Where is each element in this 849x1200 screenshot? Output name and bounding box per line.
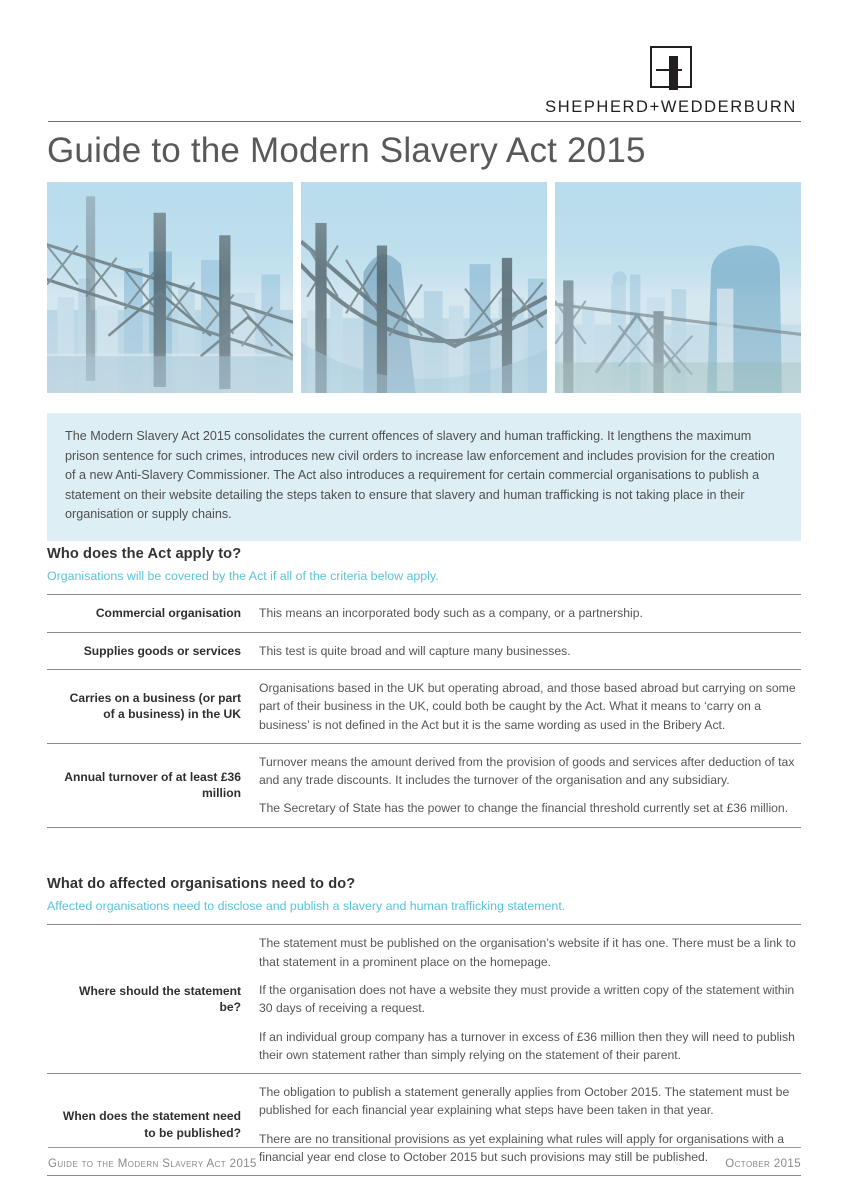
- banner-photo-2: [301, 182, 547, 393]
- page-footer: [48, 1158, 801, 1170]
- header-divider: [48, 121, 801, 122]
- row-paragraph: The obligation to publish a statement generally applies from October 2015. The statement must be published for each financial year explaining what steps have been taken in that year.: [259, 1085, 790, 1118]
- shepherd-wedderburn-mark-icon: [650, 46, 692, 88]
- table-row: [47, 743, 801, 827]
- row-value: [257, 925, 801, 1074]
- row-paragraph: There are no transitional provisions as yet explaining what rules will apply for organisations with a financial year end close to October 2015 but such provisions may still be published.: [259, 1131, 785, 1165]
- section-heading: What do affected organisations need to do?: [47, 876, 356, 892]
- banner-image-strip: [47, 182, 801, 393]
- row-label: Annual turnover of at least £36 million: [64, 769, 241, 801]
- row-label: Where should the statement be?: [79, 983, 241, 1015]
- footer-document-title: Guide to the Modern Slavery Act 2015: [48, 1158, 257, 1170]
- criteria-table: [47, 594, 801, 827]
- row-paragraph: The statement must be published on the organisation’s website if it has one. There must be a link to that statement in a prominent place on the homepage.: [259, 936, 796, 969]
- row-label: Carries on a business (or part of a business) in the UK: [69, 691, 241, 722]
- row-paragraph: Organisations based in the UK but operating abroad, and those based abroad but carrying on some part of their business in the UK, could both be caught by the Act. What it means to ‘carry on a business’ is not defined in the Act but it is the same wording as used in the Bribery Act.: [259, 680, 796, 732]
- row-paragraph: The Secretary of State has the power to change the financial threshold currently set at £36 million.: [259, 801, 789, 816]
- obligations-table: [47, 924, 801, 1176]
- row-label: Commercial organisation: [95, 606, 241, 621]
- table-row: [47, 669, 801, 743]
- row-value: [257, 595, 801, 632]
- intro-summary-box: The Modern Slavery Act 2015 consolidates the current offences of slavery and human trafficking. It lengthens the maximum prison sentence for such crimes, introduces new civil orders to increase law enforcement and includes provision for the creation of a new Anti-Slavery Commissioner. The Act also introduces a requirement for certain commercial organisations to publish a statement on their website detailing the steps taken to ensure that slavery and human trafficking is not taking place in their organisation or supply chains.: [47, 413, 801, 541]
- footer-date: October 2015: [725, 1158, 801, 1170]
- logo-vertical-bar: [669, 56, 678, 90]
- photo-haze-layer: [47, 182, 293, 393]
- photo-haze-layer: [301, 182, 547, 393]
- page-title: Guide to the Modern Slavery Act 2015: [47, 131, 646, 170]
- table-row: [47, 595, 801, 632]
- row-paragraph: This test is quite broad and will capture many businesses.: [259, 643, 571, 658]
- row-label: When does the statement need to be published?: [62, 1109, 241, 1140]
- row-value: [257, 743, 801, 827]
- logo-wordmark: SHEPHERD+WEDDERBURN: [545, 98, 797, 116]
- table-row: [47, 632, 801, 669]
- row-value: [257, 632, 801, 669]
- section-heading: Who does the Act apply to?: [47, 546, 242, 562]
- row-paragraph: If the organisation does not have a website they must provide a written copy of the statement within 30 days of receiving a request.: [259, 982, 795, 1016]
- section-what-do-affected-organisations-need-to-do: [47, 876, 801, 1176]
- photo-haze-layer: [555, 182, 801, 393]
- row-paragraph: Turnover means the amount derived from the provision of goods and services after deduction of tax and any trade discounts. It includes the turnover of the organisation and any subsidiary.: [259, 754, 795, 788]
- section-subheading: Organisations will be covered by the Act if all of the criteria below apply.: [47, 569, 439, 583]
- row-paragraph: If an individual group company has a turnover in excess of £36 million then they will need to publish their own statement rather than simply relying on the statement of their parent.: [259, 1029, 795, 1062]
- row-label: Supplies goods or services: [83, 643, 241, 658]
- row-paragraph: This means an incorporated body such as a company, or a partnership.: [259, 606, 643, 621]
- banner-photo-1: [47, 182, 293, 393]
- banner-photo-3: [555, 182, 801, 393]
- footer-divider: [48, 1147, 801, 1148]
- logo-notch: [678, 56, 687, 69]
- section-subheading: Affected organisations need to disclose and publish a slavery and human trafficking statement.: [47, 899, 566, 913]
- row-value: [257, 669, 801, 743]
- logo-horizontal-bar: [656, 69, 682, 71]
- table-row: [47, 925, 801, 1074]
- brand-header: [541, 46, 801, 117]
- section-who-does-the-act-apply-to: [47, 546, 801, 828]
